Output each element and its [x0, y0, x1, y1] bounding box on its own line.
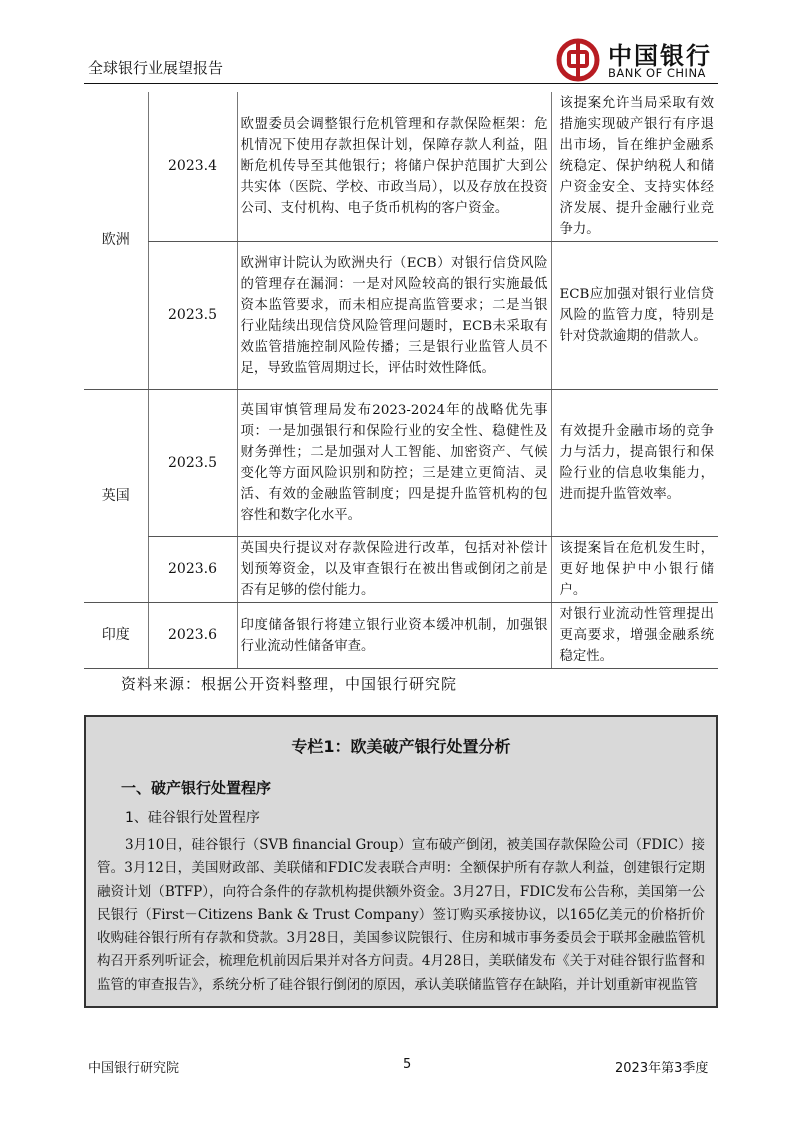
evaluation-cell: 该提案允许当局采取有效措施实现破产银行有序退出市场，旨在维护金融系统稳定、保护纳税人和储户资金安全、支持实体经济发展、提升金融行业竞争力。 [551, 92, 718, 242]
bank-of-china-emblem-icon [556, 38, 600, 82]
box-subheading: 1、硅谷银行处置程序 [125, 810, 260, 826]
box-heading: 一、破产银行处置程序 [121, 779, 272, 797]
box-paragraph: 3月10日，硅谷银行（SVB financial Group）宣布破产倒闭，被美国存款保险公司（FDIC）接管。3月12日，美国财政部、美联储和FDIC发表联合声明：全额保护所有存款人利益，创建银行定期融资计划（BTFP），向符合条件的存款机构提供额外资金。3月27日，FDIC发布公告称，美国第一公民银行（First－Citizens Bank & Trust Company）签订购买承接协议，以165亿美元的价格折价收购硅谷银行所有存款和贷款。3月28日，美国参议院银行、住房和城市事务委员会于联邦金融监管机构召开系列听证会，梳理危机前因后果并对各方问责。4月28日，美联储发布《关于对硅谷银行监督和监管的审查报告》，系统分析了硅谷银行倒闭的原因，承认美联储监管存在缺陷，并计划重新审视监管 [97, 837, 705, 993]
date-cell: 2023.5 [148, 242, 237, 390]
region-cell: 英国 [84, 390, 148, 603]
evaluation-cell: 对银行业流动性管理提出更高要求，增强金融系统稳定性。 [551, 603, 718, 669]
evaluation-cell: ECB应加强对银行业信贷风险的监管力度，特别是针对贷款逾期的借款人。 [551, 242, 718, 390]
evaluation-cell: 有效提升金融市场的竞争力与活力，提高银行和保险行业的信息收集能力，进而提升监管效率。 [551, 390, 718, 537]
date-cell: 2023.6 [148, 537, 237, 603]
region-cell: 欧洲 [84, 92, 148, 390]
bank-logo [556, 36, 716, 84]
footer-date: 2023年第3季度 [615, 1061, 709, 1076]
column-box [84, 715, 718, 1008]
table-row [84, 603, 718, 669]
page-number: 5 [403, 1057, 412, 1072]
region-cell: 印度 [84, 603, 148, 669]
evaluation-cell: 该提案旨在危机发生时，更好地保护中小银行储户。 [551, 537, 718, 603]
table-row [84, 92, 718, 242]
table-row [84, 537, 718, 603]
logo-chinese-name: 中国银行 [608, 41, 712, 70]
content-cell: 欧洲审计院认为欧洲央行（ECB）对银行信贷风险的管理存在漏洞：一是对风险较高的银行实施最低资本监管要求，而未相应提高监管要求；二是当银行业陆续出现信贷风险管理问题时，ECB未采取有效监管措施控制风险传播；三是银行业监管人员不足，导致监管周期过长，评估时效性降低。 [237, 242, 551, 390]
content-cell: 印度储备银行将建立银行业资本缓冲机制，加强银行业流动性储备审查。 [237, 603, 551, 669]
date-cell: 2023.5 [148, 390, 237, 537]
table-row [84, 390, 718, 537]
date-cell: 2023.6 [148, 603, 237, 669]
content-cell: 欧盟委员会调整银行危机管理和存款保险框架：危机情况下使用存款担保计划，保障存款人利益，阻断危机传导至其他银行；将储户保护范围扩大到公共实体（医院、学校、市政当局），以及存放在投资公司、支付机构、电子货币机构的客户资金。 [237, 92, 551, 242]
source-note: 资料来源：根据公开资料整理，中国银行研究院 [121, 675, 458, 693]
footer-org: 中国银行研究院 [88, 1061, 180, 1076]
table-row [84, 242, 718, 390]
report-title: 全球银行业展望报告 [88, 59, 224, 77]
date-cell: 2023.4 [148, 92, 237, 242]
content-cell: 英国央行提议对存款保险进行改革，包括对补偿计划预筹资金，以及审查银行在被出售或倒闭之前是否有足够的偿付能力。 [237, 537, 551, 603]
header-divider [84, 83, 718, 84]
content-cell: 英国审慎管理局发布2023-2024年的战略优先事项：一是加强银行和保险行业的安全性、稳健性及财务弹性；二是加强对人工智能、加密资产、气候变化等方面风险识别和防控；三是建立更简洁、灵活、有效的金融监管制度；四是提升监管机构的包容性和数字化水平。 [237, 390, 551, 537]
policy-table [84, 92, 718, 669]
logo-english-name: BANK OF CHINA [608, 66, 706, 80]
box-title: 专栏1：欧美破产银行处置分析 [291, 737, 511, 756]
